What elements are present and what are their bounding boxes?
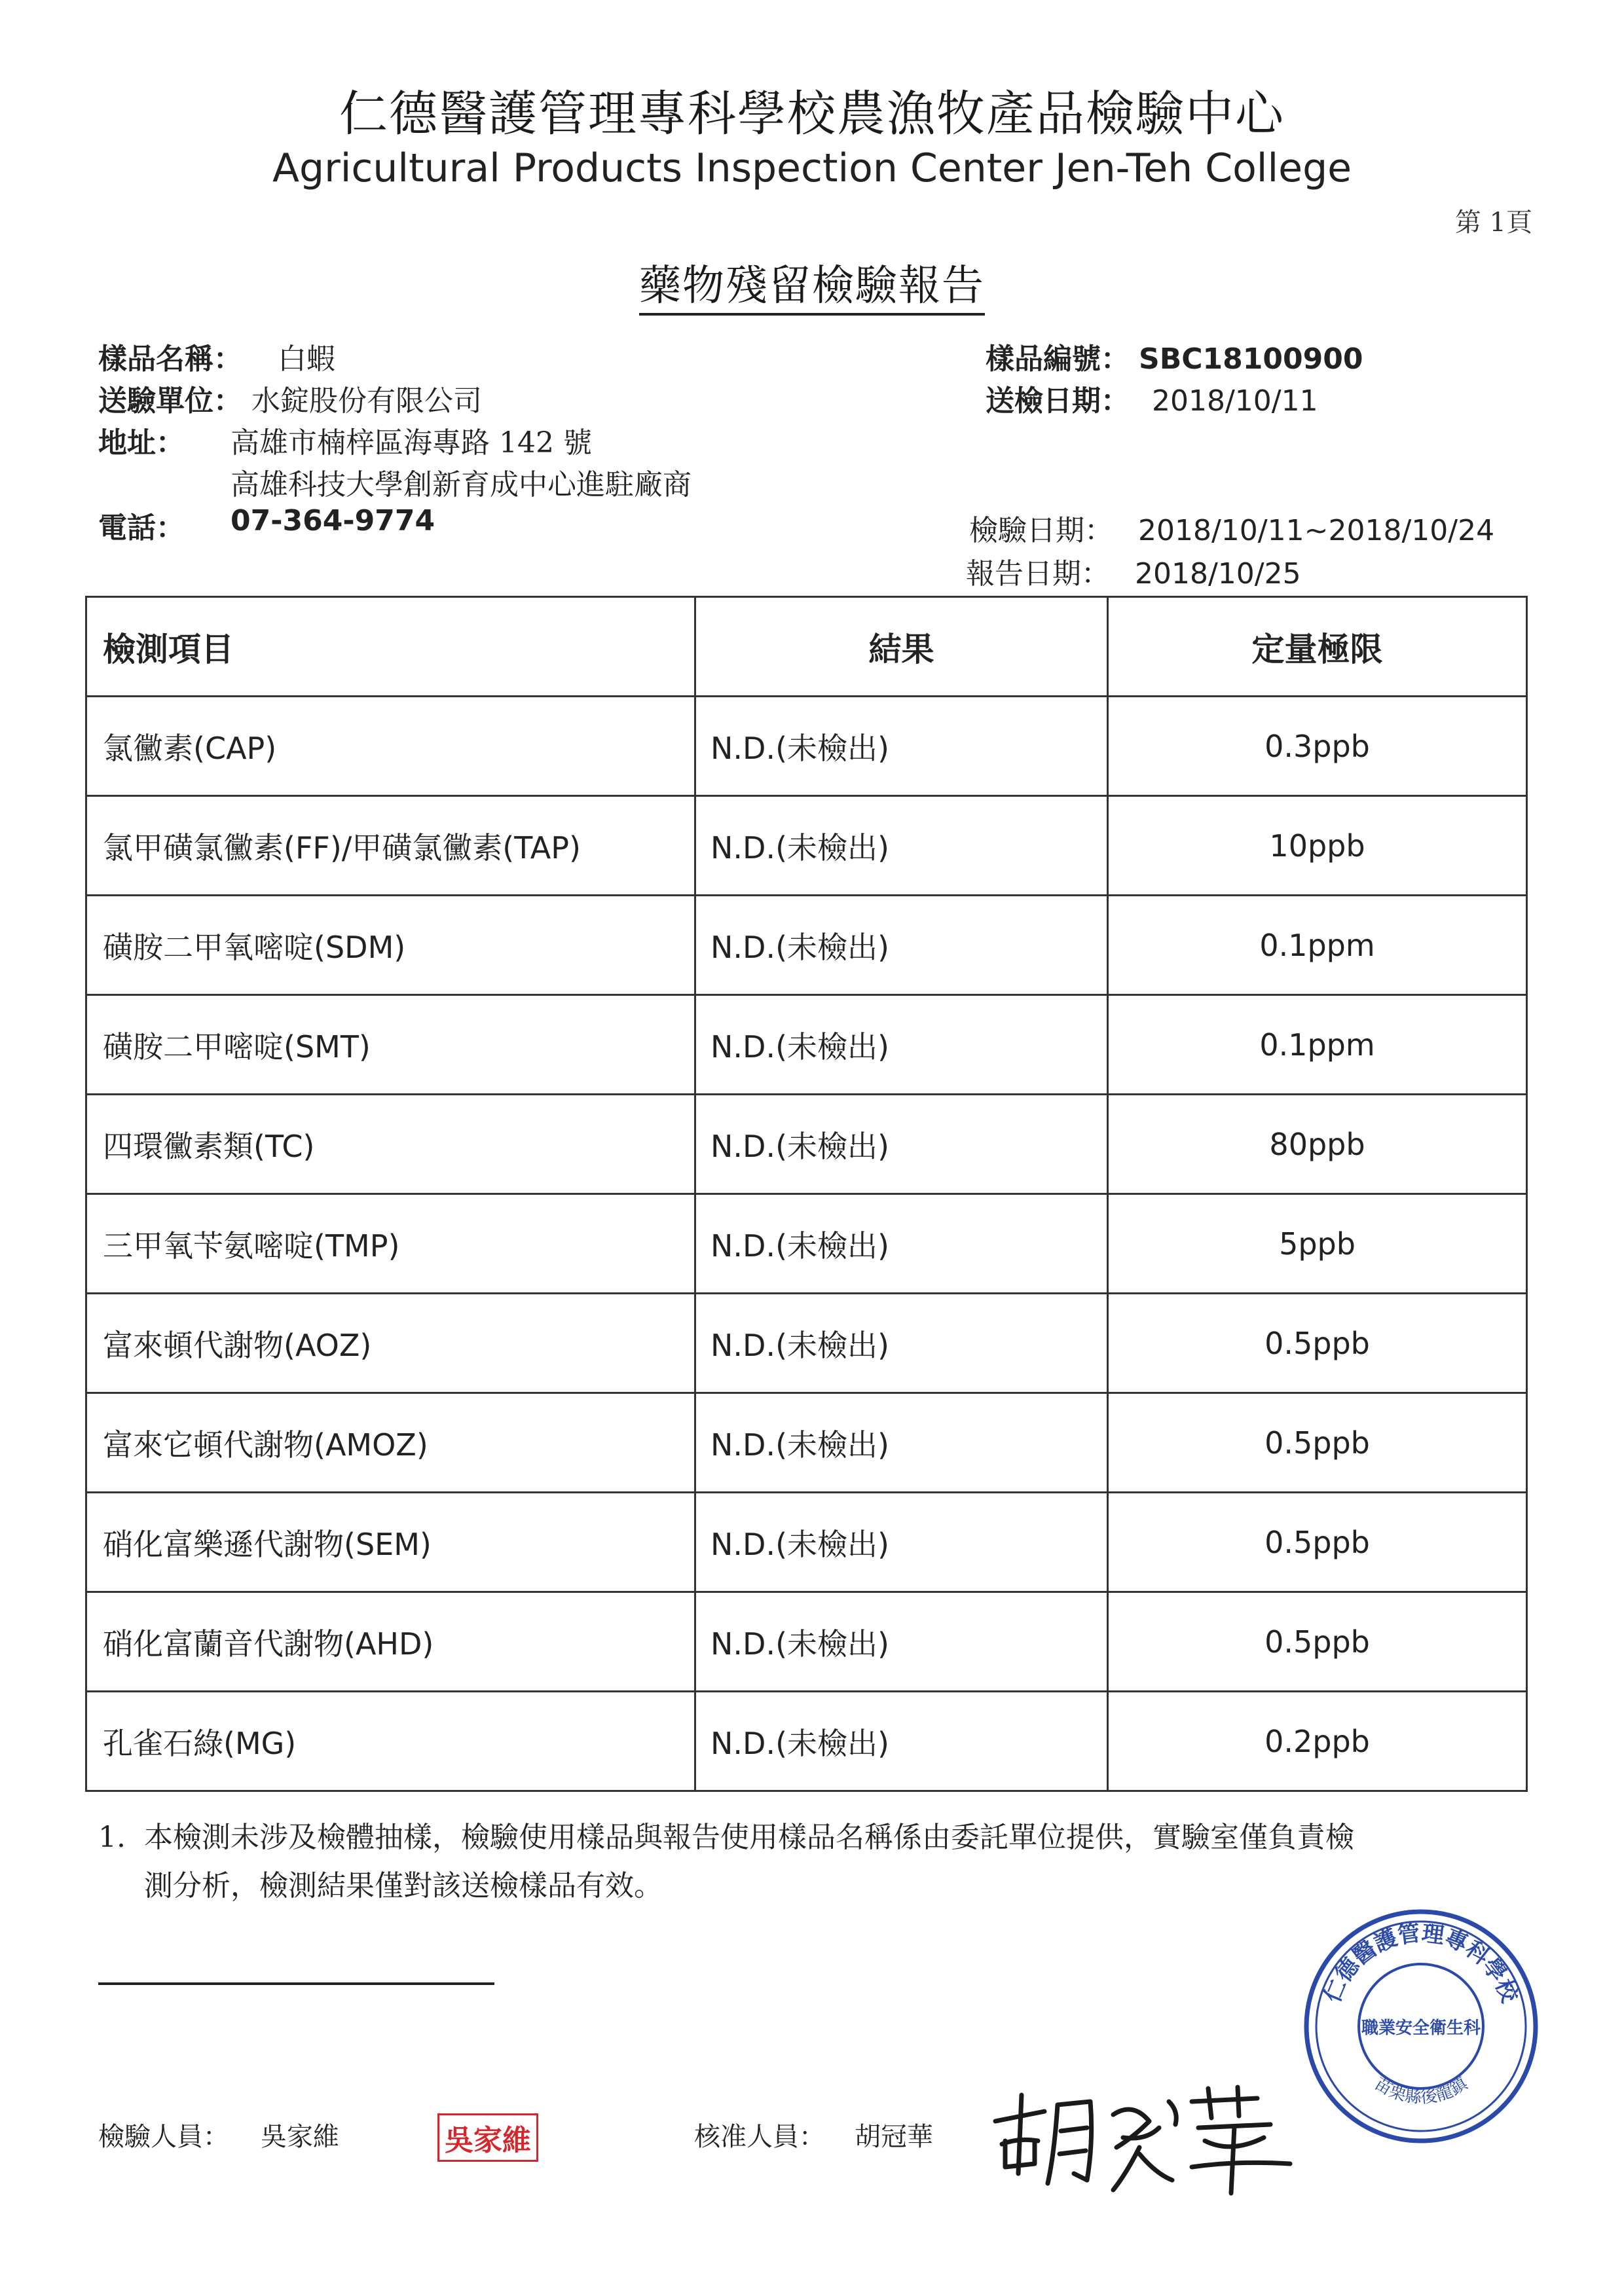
svg-text:苗栗縣後龍鎮 [1371,2073,1471,2107]
sample-no-value: SBC18100900 [1139,342,1363,376]
table-row [86,1095,1527,1194]
item-cell: 富來頓代謝物(AOZ) [86,1294,695,1393]
table-row [86,896,1527,995]
table-row [86,697,1527,796]
address-line-2: 高雄科技大學創新育成中心進駐廠商 [231,468,692,501]
inspector-stamp: 吳家維 [437,2113,538,2162]
result-cell: N.D.(未檢出) [695,1095,1108,1194]
sample-no-label: 樣品編號： [986,342,1130,376]
item-cell: 氯黴素(CAP) [86,697,695,796]
limit-cell: 0.5ppb [1108,1294,1527,1393]
note-text-1: 本檢測未涉及檢體抽樣，檢驗使用樣品與報告使用樣品名稱係由委託單位提供，實驗室僅負責檢 [144,1821,1354,1854]
table-row [86,995,1527,1095]
header-limit: 定量極限 [1108,597,1527,697]
result-cell: N.D.(未檢出) [695,796,1108,896]
limit-cell: 80ppb [1108,1095,1527,1194]
submit-date-label: 送檢日期： [986,384,1130,418]
phone-value: 07-364-9774 [231,504,435,538]
result-cell: N.D.(未檢出) [695,1493,1108,1592]
approver-label: 核准人員： [694,2122,825,2152]
result-cell: N.D.(未檢出) [695,995,1108,1095]
item-cell: 富來它頓代謝物(AMOZ) [86,1393,695,1493]
table-row [86,1194,1527,1294]
official-seal-icon [1300,1905,1542,2147]
note-number: 1. [98,1821,126,1854]
limit-cell: 0.5ppb [1108,1393,1527,1493]
item-cell: 硝化富蘭音代謝物(AHD) [86,1592,695,1692]
test-date-label: 檢驗日期： [969,514,1113,547]
report-date-value: 2018/10/25 [1135,557,1301,591]
seal-bottom-text: 苗栗縣後龍鎮 [1371,2073,1471,2108]
item-cell: 孔雀石綠(MG) [86,1692,695,1791]
sample-name-value: 白蝦 [278,342,335,376]
inspector-name: 吳家維 [261,2122,339,2152]
limit-cell: 10ppb [1108,796,1527,896]
table-header-row [86,597,1527,697]
limit-cell: 0.2ppb [1108,1692,1527,1791]
result-cell: N.D.(未檢出) [695,1393,1108,1493]
limit-cell: 5ppb [1108,1194,1527,1294]
results-table [85,596,1528,1792]
limit-cell: 0.1ppm [1108,896,1527,995]
signature-divider [98,1982,494,1985]
item-cell: 磺胺二甲氧嘧啶(SDM) [86,896,695,995]
org-title-zh: 仁德醫護管理專科學校農漁牧產品檢驗中心 [339,86,1285,142]
page-number: 第 1頁 [1454,208,1532,238]
approver-name: 胡冠華 [855,2122,933,2152]
report-date-label: 報告日期： [966,557,1110,591]
seal-outer-text: 仁德醫護管理專科學校 [1319,1920,1523,2007]
sample-name-label: 樣品名稱： [98,342,242,376]
table-row [86,1294,1527,1393]
header-result: 結果 [695,597,1108,697]
report-title-text: 藥物殘留檢驗報告 [639,262,985,316]
report-date-row [966,550,1301,592]
unit-row [98,377,482,419]
note-line-1 [98,1813,1539,1862]
table-row [86,1393,1527,1493]
limit-cell: 0.5ppb [1108,1592,1527,1692]
item-cell: 三甲氧苄氨嘧啶(TMP) [86,1194,695,1294]
org-title-en: Agricultural Products Inspection Center Jen-Teh College [272,145,1352,191]
seal-center-text: 職業安全衛生科 [1361,2018,1481,2038]
header-item: 檢測項目 [86,597,695,697]
note-line-2: 測分析，檢測結果僅對該送檢樣品有效。 [144,1869,663,1903]
table-row [86,1592,1527,1692]
sample-name-row [98,335,335,377]
limit-cell: 0.5ppb [1108,1493,1527,1592]
approver-handwritten-signature [982,2075,1310,2200]
inspector-label: 檢驗人員： [98,2122,229,2152]
address-line-1: 高雄市楠梓區海專路 142 號 [231,426,592,460]
limit-cell: 0.1ppm [1108,995,1527,1095]
result-cell: N.D.(未檢出) [695,1194,1108,1294]
limit-cell: 0.3ppb [1108,697,1527,796]
table-row [86,796,1527,896]
result-cell: N.D.(未檢出) [695,1294,1108,1393]
test-date-row [969,507,1494,549]
report-title [0,252,1624,312]
address-label: 地址： [98,426,185,460]
result-cell: N.D.(未檢出) [695,697,1108,796]
table-row [86,1692,1527,1791]
result-cell: N.D.(未檢出) [695,1692,1108,1791]
submit-date-value: 2018/10/11 [1152,384,1318,418]
unit-value: 水錠股份有限公司 [251,384,482,418]
item-cell: 四環黴素類(TC) [86,1095,695,1194]
table-row [86,1493,1527,1592]
submit-date-row [986,377,1318,419]
phone-label: 電話： [98,511,185,545]
item-cell: 氯甲磺氯黴素(FF)/甲磺氯黴素(TAP) [86,796,695,896]
result-cell: N.D.(未檢出) [695,1592,1108,1692]
result-cell: N.D.(未檢出) [695,896,1108,995]
disclaimer-note [98,1813,1539,1910]
sample-no-row [986,335,1363,377]
item-cell: 磺胺二甲嘧啶(SMT) [86,995,695,1095]
unit-label: 送驗單位： [98,384,242,418]
test-date-value: 2018/10/11~2018/10/24 [1138,514,1495,547]
item-cell: 硝化富樂遜代謝物(SEM) [86,1493,695,1592]
